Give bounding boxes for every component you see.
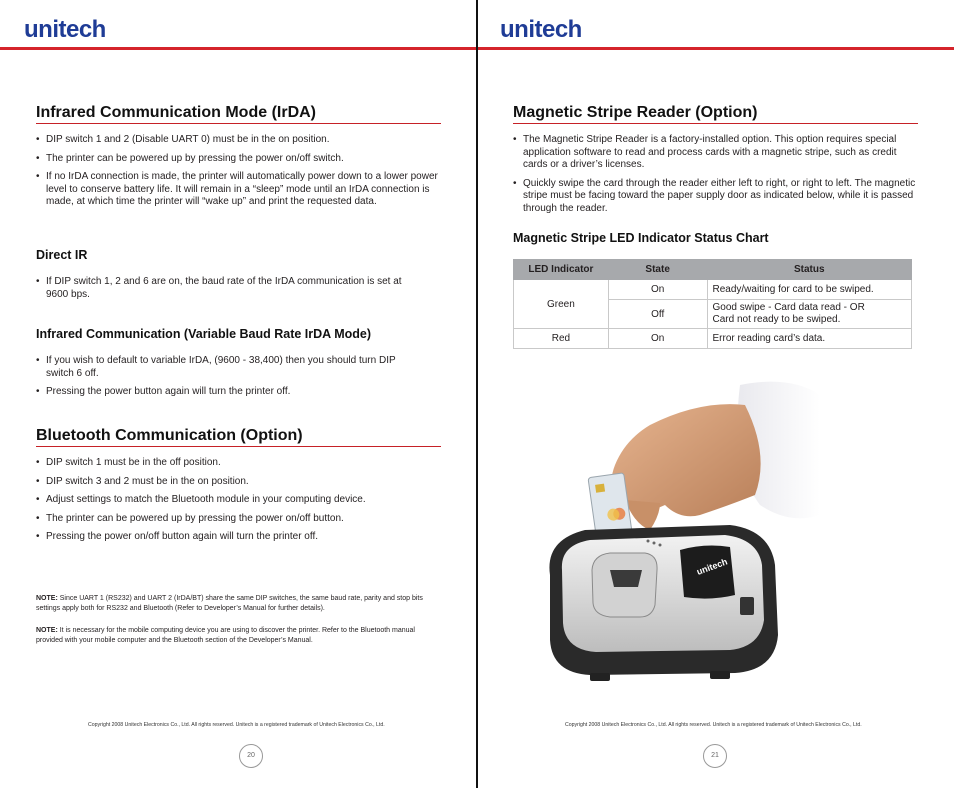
list-item: • DIP switch 1 and 2 (Disable UART 0) must be in the on position.: [36, 134, 438, 147]
credit-card: [588, 473, 632, 537]
state-cell: Off: [608, 300, 707, 329]
table-header-row: [514, 260, 912, 280]
state-cell: On: [608, 329, 707, 349]
printer-foot: [590, 673, 610, 681]
variable-baud-bullet-list: [36, 355, 416, 405]
msr-heading: Magnetic Stripe Reader (Option): [513, 104, 758, 121]
copyright-text: Copyright 2008 Unitech Electronics Co., Ltd. All rights reserved. Unitech is a registered trademark of Unitech Electronics Co., Ltd.: [565, 722, 862, 728]
column-header: LED Indicator: [514, 260, 609, 280]
bluetooth-bullet-list: [36, 457, 438, 550]
list-item: • If no IrDA connection is made, the printer will automatically power down to a lower power level to conserve battery life. It will remain in a “sleep” mode until an IrDA connection is made, at which time the printer will “wake up” and print the requested data.: [36, 171, 438, 209]
note-text: It is necessary for the mobile computing device you are using to discover the printer. Refer to the Bluetooth manual provided with your mobile computer and the Bluetooth section of the Developer’s Manual.: [36, 627, 415, 644]
variable-baud-heading: Infrared Communication (Variable Baud Rate IrDA Mode): [36, 327, 372, 341]
list-item: • Pressing the power button again will turn the printer off.: [36, 386, 416, 399]
printer-foot: [710, 671, 730, 679]
irda-heading-rule: [36, 123, 441, 124]
list-item: • Adjust settings to match the Bluetooth module in your computing device.: [36, 494, 438, 507]
header-rule: [478, 47, 954, 50]
page-number: 21: [703, 744, 727, 768]
bluetooth-heading: Bluetooth Communication (Option): [36, 427, 303, 444]
led-dot: [647, 540, 650, 543]
led-dot: [653, 542, 656, 545]
list-item: • Quickly swipe the card through the reader either left to right, or right to left. The magnetic stripe must be facing toward the paper supply door as indicated below, while it is passed through the reader.: [513, 178, 918, 216]
list-item: • The printer can be powered up by pressing the power on/off button.: [36, 513, 438, 526]
irda-heading: Infrared Communication Mode (IrDA): [36, 104, 317, 121]
note-label: NOTE:: [36, 627, 58, 634]
table-row: [514, 280, 912, 300]
led-cell: Red: [514, 329, 609, 349]
list-item: • DIP switch 1 must be in the off position.: [36, 457, 438, 470]
bluetooth-heading-rule: [36, 446, 441, 447]
led-dot: [659, 544, 662, 547]
note-discover-printer: [36, 626, 440, 645]
note-text: Since UART 1 (RS232) and UART 2 (IrDA/BT) share the same DIP switches, the same baud rate, parity and stop bits settings apply both for RS232 and Bluetooth (Refer to Developer’s Manual for further details).: [36, 595, 423, 612]
status-line: Good swipe - Card data read - OR: [712, 302, 865, 313]
status-cell: Ready/waiting for card to be swiped.: [707, 280, 912, 300]
note-label: NOTE:: [36, 595, 58, 602]
list-item: • The printer can be powered up by pressing the power on/off switch.: [36, 153, 438, 166]
page-number: 20: [239, 744, 263, 768]
column-header: Status: [707, 260, 912, 280]
door-latch: [610, 570, 642, 587]
list-item: • DIP switch 3 and 2 must be in the on position.: [36, 476, 438, 489]
list-item: • If you wish to default to variable IrDA, (9600 - 38,400) then you should turn DIP switch 6 off.: [36, 355, 416, 380]
msr-heading-rule: [513, 123, 918, 124]
direct-ir-bullet-list: [36, 276, 416, 307]
printer-brand-label: unitech: [695, 556, 729, 577]
unitech-logo: unitech: [500, 16, 582, 43]
led-status-table: [513, 259, 912, 349]
list-item: • Pressing the power on/off button again will turn the printer off.: [36, 531, 438, 544]
list-item: • If DIP switch 1, 2 and 6 are on, the baud rate of the IrDA communication is set at 9600 bps.: [36, 276, 416, 301]
side-port: [740, 597, 754, 615]
irda-bullet-list: [36, 134, 438, 215]
copyright-text: Copyright 2008 Unitech Electronics Co., Ltd. All rights reserved. Unitech is a registered trademark of Unitech Electronics Co., Ltd.: [88, 722, 385, 728]
led-cell: Green: [514, 280, 609, 329]
printer-card-swipe-illustration: [530, 365, 820, 695]
state-cell: On: [608, 280, 707, 300]
unitech-logo: unitech: [24, 16, 106, 43]
header-rule: [0, 47, 476, 50]
status-line: Card not ready to be swiped.: [712, 314, 841, 325]
list-item: • The Magnetic Stripe Reader is a factory-installed option. This option requires special application software to read and process cards with a magnetic stripe, such as credit cards or a driver’s licenses.: [513, 134, 918, 172]
column-header: State: [608, 260, 707, 280]
left-page: [0, 0, 476, 788]
status-cell: Error reading card’s data.: [707, 329, 912, 349]
status-cell: [707, 300, 912, 329]
led-chart-heading: Magnetic Stripe LED Indicator Status Chart: [513, 231, 769, 245]
direct-ir-heading: Direct IR: [36, 248, 88, 262]
msr-bullet-list: [513, 134, 918, 221]
note-shared-switches: [36, 594, 440, 613]
hand-shape: [612, 404, 761, 516]
table-row: [514, 329, 912, 349]
